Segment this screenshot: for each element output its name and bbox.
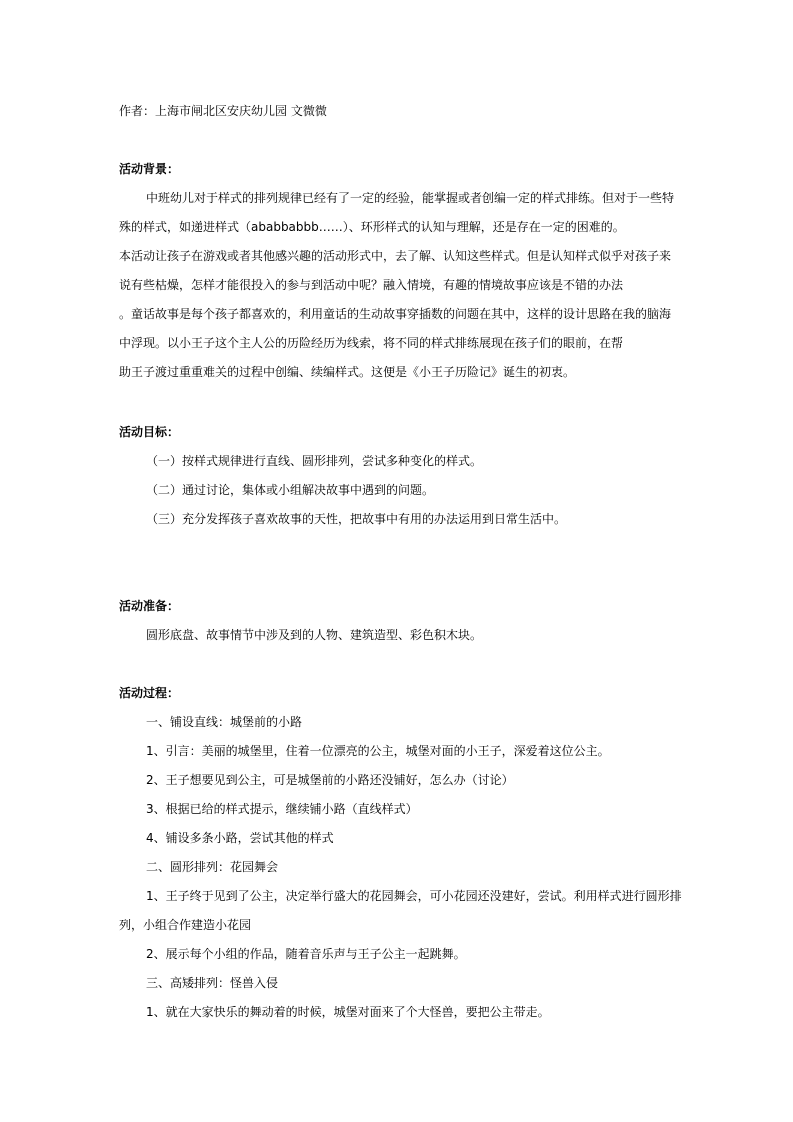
background-line: 说有些枯燥，怎样才能很投入的参与到活动中呢？融入情境，有趣的情境故事应该是不错的办法 bbox=[119, 278, 624, 292]
background-line: 。童话故事是每个孩子都喜欢的，利用童话的生动故事穿插数的问题在其中，这样的设计思路在我的脑海 bbox=[119, 307, 672, 321]
process-line: 三、高矮排列：怪兽入侵 bbox=[146, 976, 279, 990]
process-heading: 活动过程： bbox=[119, 686, 180, 700]
process-line: 二、圆形排列：花园舞会 bbox=[146, 860, 279, 874]
prep-text: 圆形底盘、故事情节中涉及到的人物、建筑造型、彩色积木块。 bbox=[146, 628, 483, 642]
background-line: 中浮现。以小王子这个主人公的历险经历为线索，将不同的样式排练展现在孩子们的眼前，在帮 bbox=[119, 336, 624, 350]
process-line: 4、铺设多条小路，尝试其他的样式 bbox=[146, 831, 334, 845]
prep-heading: 活动准备： bbox=[119, 599, 180, 613]
process-line: 列，小组合作建造小花园 bbox=[119, 918, 252, 932]
goal-item: （三）充分发挥孩子喜欢故事的天性，把故事中有用的办法运用到日常生活中。 bbox=[146, 512, 567, 526]
goals-heading: 活动目标： bbox=[119, 425, 180, 439]
process-line: 3、根据已给的样式提示，继续铺小路（直线样式） bbox=[146, 802, 418, 816]
process-line: 2、展示每个小组的作品，随着音乐声与王子公主一起跳舞。 bbox=[146, 947, 466, 961]
background-line: 本活动让孩子在游戏或者其他感兴趣的活动形式中，去了解、认知这些样式。但是认知样式似乎对孩子来 bbox=[119, 249, 672, 263]
process-line: 1、王子终于见到了公主，决定举行盛大的花园舞会，可小花园还没建好，尝试。利用样式进行圆形排 bbox=[146, 889, 682, 903]
author-line: 作者：上海市闸北区安庆幼儿园 文微微 bbox=[119, 104, 327, 118]
goal-item: （一）按样式规律进行直线、圆形排列，尝试多种变化的样式。 bbox=[146, 454, 483, 468]
process-line: 1、引言：美丽的城堡里，住着一位漂亮的公主，城堡对面的小王子，深爱着这位公主。 bbox=[146, 744, 610, 758]
process-line: 2、王子想要见到公主，可是城堡前的小路还没铺好，怎么办（讨论） bbox=[146, 773, 514, 787]
background-line: 殊的样式，如递进样式（ababbabbb……）、环形样式的认知与理解，还是存在一定的困难的。 bbox=[119, 220, 625, 234]
background-line: 助王子渡过重重难关的过程中创编、续编样式。这便是《小王子历险记》诞生的初衷。 bbox=[119, 365, 576, 379]
background-heading: 活动背景： bbox=[119, 162, 180, 176]
background-line: 中班幼儿对于样式的排列规律已经有了一定的经验，能掌握或者创编一定的样式排练。但对于一些特 bbox=[146, 191, 675, 205]
process-line: 一、铺设直线：城堡前的小路 bbox=[146, 715, 303, 729]
process-line: 1、就在大家快乐的舞动着的时候，城堡对面来了个大怪兽，要把公主带走。 bbox=[146, 1005, 550, 1019]
goal-item: （二）通过讨论，集体或小组解决故事中遇到的问题。 bbox=[146, 483, 435, 497]
